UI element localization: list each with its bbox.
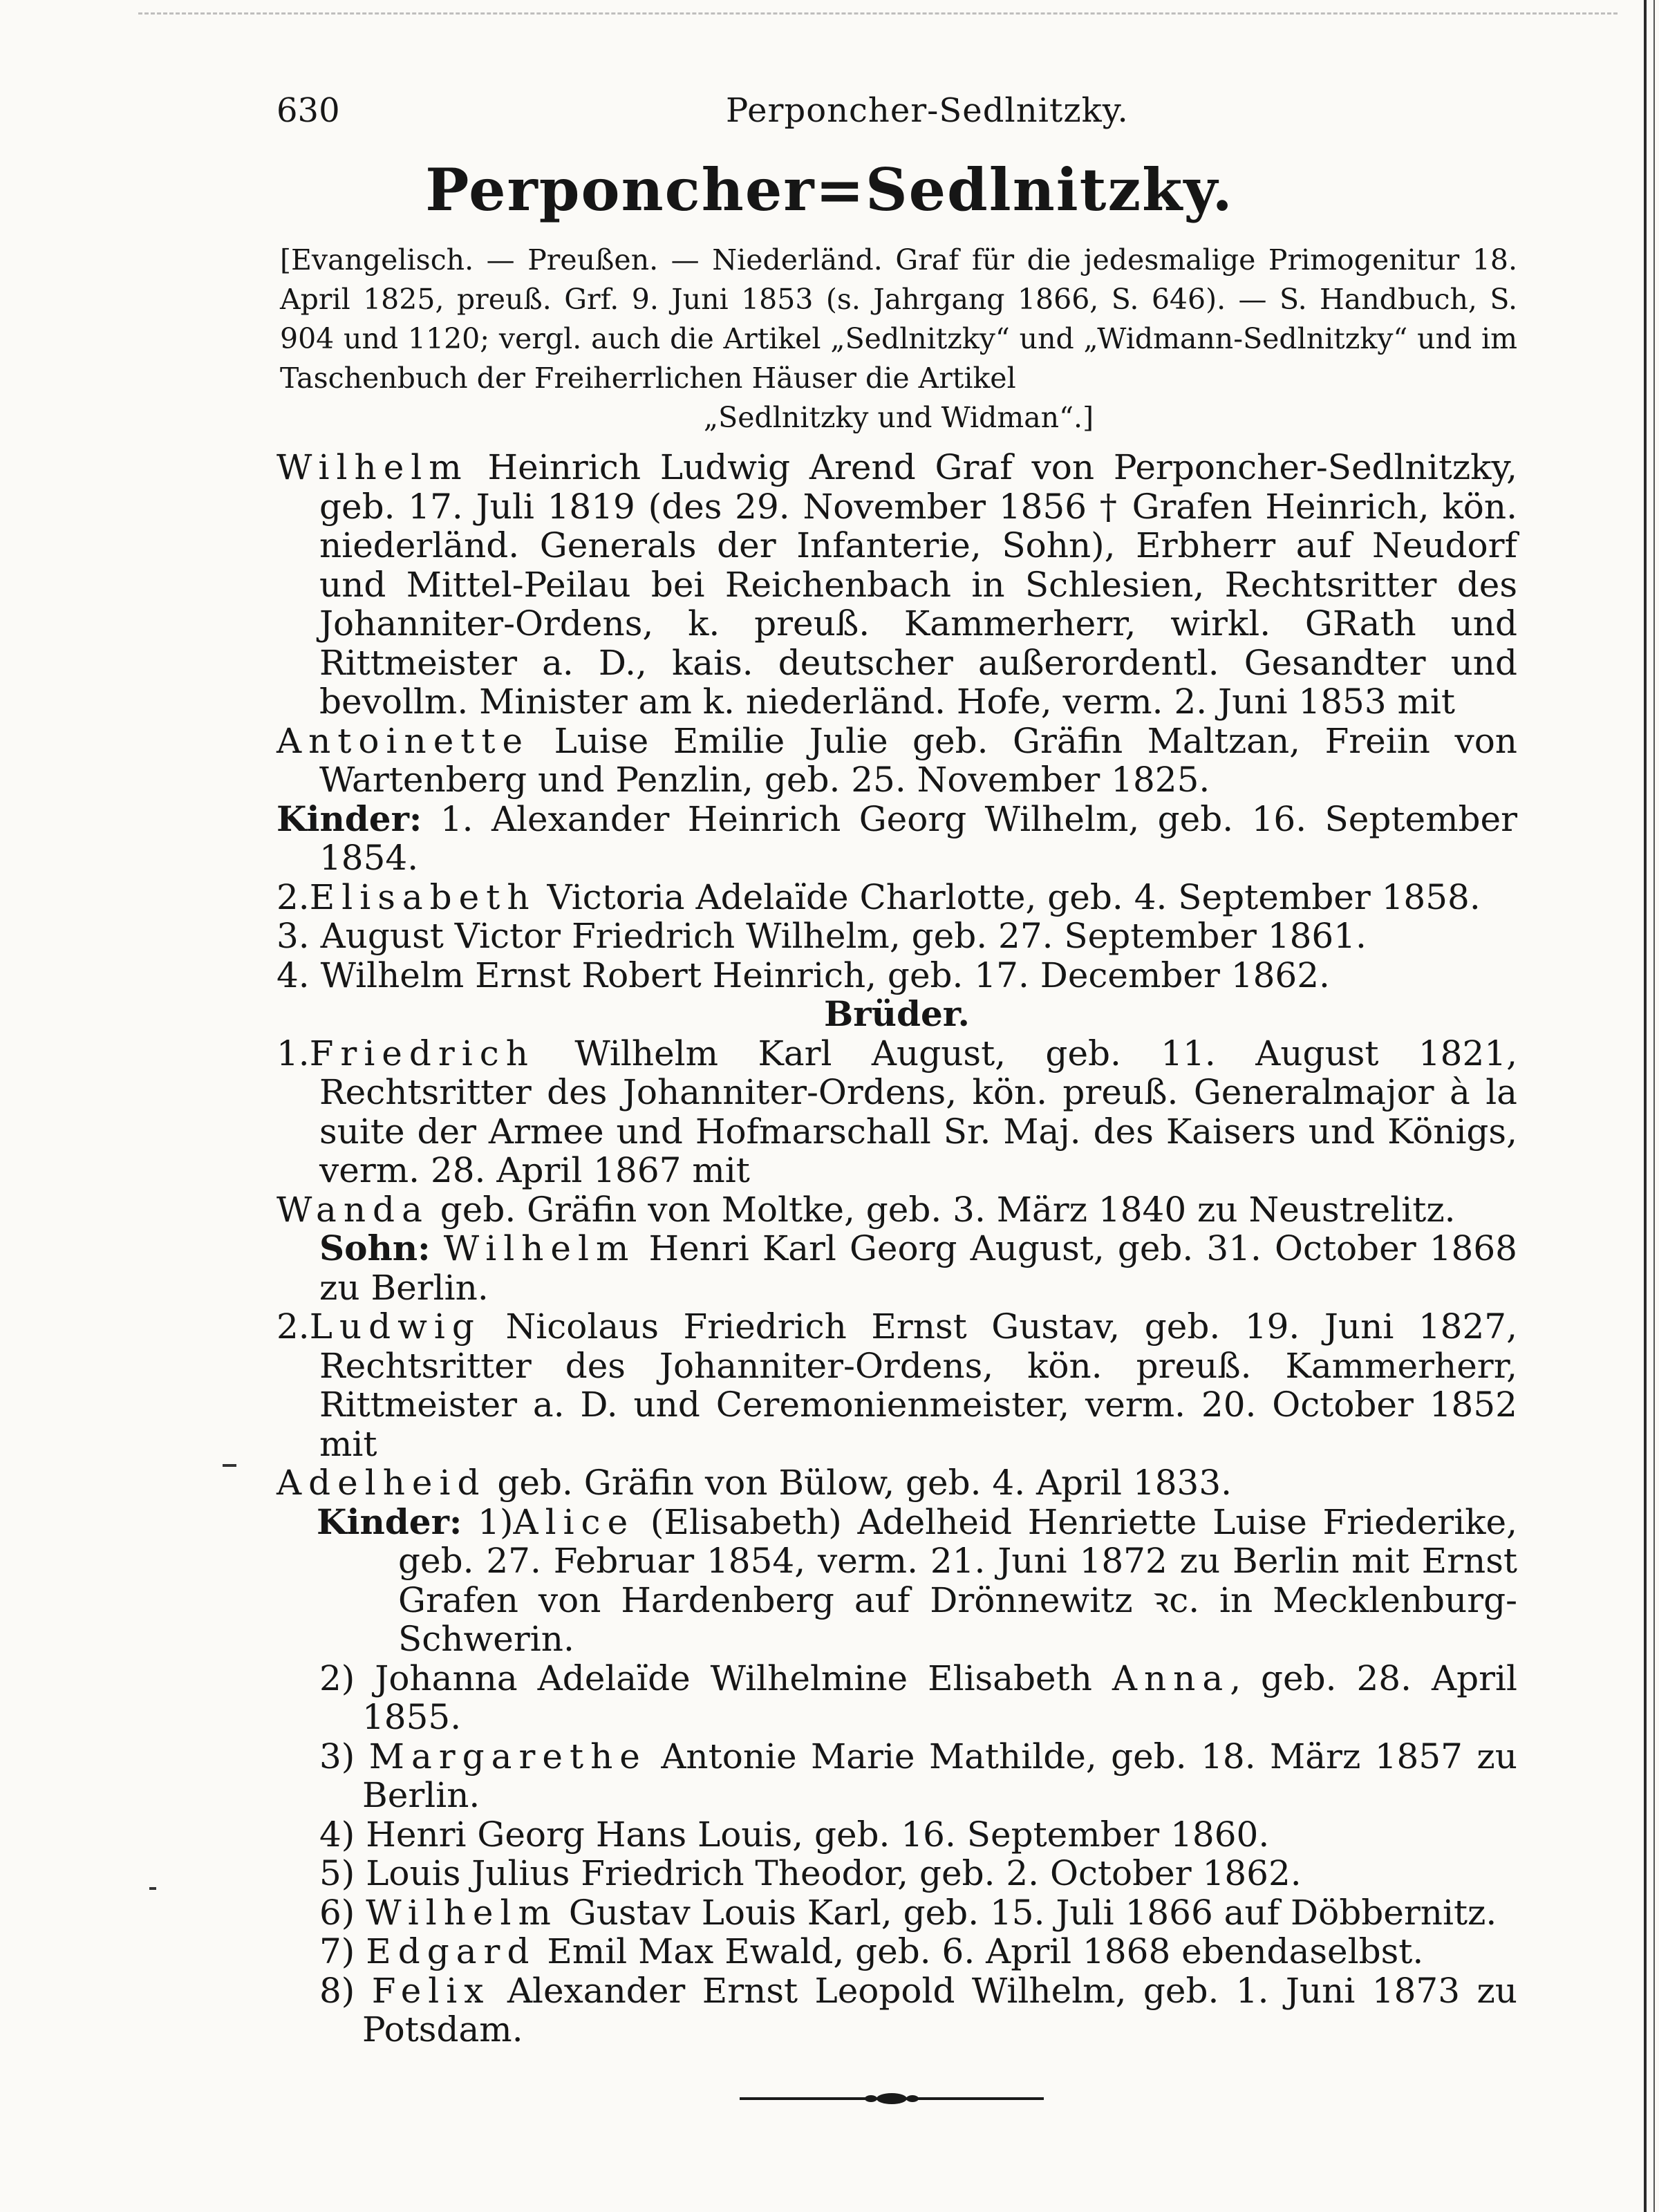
wife-name: Antoinette	[276, 720, 530, 761]
intro-text: [Evangelisch. — Preußen. — Niederländ. Graf für die jedesmalige Primogenitur 18. April 1825, preuß. Grf. 9. Juni 1853 (s. Jahrgang 1866, S. 646). — S. Handbuch, S. 904 und 1120; vergl. auch die Artikel „Sedlnitzky“ und „Widmann-Sedlnitzky“ und im Taschenbuch der Freiherrlichen Häuser die Artikel	[280, 243, 1517, 395]
scan-right-edge-outer	[1653, 0, 1655, 2212]
k1-details: (Elisabeth) Adelheid Henriette Luise Friederike, geb. 27. Februar 1854, verm. 21. Juni 1872 zu Berlin mit Ernst Grafen von Hardenberg auf Drönnewitz ꝛc. in Mecklenburg-Schwerin.	[398, 1501, 1517, 1659]
running-head: Perponcher-Sedlnitzky.	[726, 91, 1129, 130]
intro-paragraph	[280, 241, 1517, 438]
k3-details: Antonie Marie Mathilde, geb. 18. März 1857 zu Berlin.	[362, 1736, 1517, 1815]
scan-top-edge	[138, 12, 1618, 15]
k2-name: Anna	[1112, 1658, 1230, 1698]
child-entry-3: 3. August Victor Friedrich Wilhelm, geb. 27. September 1861.	[276, 916, 1367, 956]
k3-number: 3)	[319, 1736, 355, 1777]
brother-2-child-entry-5: 5) Louis Julius Friedrich Theodor, geb. 2. October 1862.	[319, 1853, 1302, 1893]
brother-2-wife-details: geb. Gräfin von Bülow, geb. 4. April 1833.	[497, 1463, 1232, 1503]
brother-1-wife-entry	[276, 1190, 1517, 1230]
son-label: Sohn:	[319, 1228, 431, 1268]
child-entry-2	[276, 878, 1517, 917]
brother-2-wife-name: Adelheid	[276, 1463, 487, 1503]
k2-names: Johanna Adelaïde Wilhelmine Elisabeth	[375, 1658, 1092, 1698]
child-entry-1	[276, 800, 1517, 878]
article-title: Perponcher=Sedlnitzky.	[425, 156, 1234, 224]
k8-details: Alexander Ernst Leopold Wilhelm, geb. 1. Juni 1873 zu Potsdam.	[362, 1970, 1517, 2050]
brother-2-child-entry-1	[317, 1503, 1517, 1659]
brother-1-wife-details: geb. Gräfin von Moltke, geb. 3. März 1840 zu Neustrelitz.	[440, 1189, 1456, 1230]
brothers-heading: Brüder.	[824, 993, 970, 1034]
brother-1-number: 1.	[276, 1033, 310, 1074]
brother-2-child-entry-3	[319, 1737, 1517, 1815]
k7-name: Edgard	[366, 1931, 536, 1971]
child-2-details: Victoria Adelaïde Charlotte, geb. 4. September 1858.	[547, 877, 1481, 917]
child-2-name: Elisabeth	[309, 877, 536, 917]
brother-1-wife-name: Wanda	[276, 1189, 429, 1230]
brother-2-number: 2.	[276, 1306, 310, 1347]
brother-2-child-entry-8	[319, 1971, 1517, 2050]
scan-right-edge	[1644, 0, 1647, 2212]
k6-name: Wilhelm	[366, 1892, 558, 1933]
brother-2-name: Ludwig	[309, 1306, 481, 1347]
k2-details: , geb. 28. April 1855.	[362, 1658, 1517, 1737]
head-of-house-entry	[276, 448, 1517, 722]
head-details: Heinrich Ludwig Arend Graf von Perponcher-Sedlnitzky, geb. 17. Juli 1819 (des 29. November 1856 † Grafen Heinrich, kön. niederländ. Generals der Infanterie, Sohn), Erbherr auf Neudorf und Mittel-Peilau bei Reichenbach in Schlesien, Rechtsritter des Johanniter-Ordens, k. preuß. Kammerherr, wirkl. GRath und Rittmeister a. D., kais. deutscher außerordentl. Gesandter und bevollm. Minister am k. niederländ. Hofe, verm. 2. Juni 1853 mit	[319, 447, 1517, 722]
children-label-2: Kinder:	[317, 1501, 462, 1542]
k1-number: 1)	[478, 1501, 514, 1542]
head-name: Wilhelm	[276, 447, 469, 487]
intro-last-line: „Sedlnitzky und Widman“.]	[703, 401, 1094, 434]
k3-name: Margarethe	[368, 1736, 647, 1777]
brother-1-name: Friedrich	[309, 1033, 535, 1074]
brother-entry-1	[276, 1034, 1517, 1190]
son-name: Wilhelm	[443, 1228, 636, 1268]
k6-details: Gustav Louis Karl, geb. 15. Juli 1866 auf Döbbernitz.	[568, 1892, 1497, 1933]
k2-number: 2)	[319, 1658, 355, 1698]
page-header	[276, 91, 1521, 133]
brother-2-child-entry-6	[319, 1893, 1517, 1933]
wife-details: Luise Emilie Julie geb. Gräfin Maltzan, Freiin von Wartenberg und Penzlin, geb. 25. November 1825.	[319, 720, 1517, 800]
children-label: Kinder:	[276, 798, 422, 839]
brother-2-wife-entry	[276, 1463, 1517, 1503]
k6-number: 6)	[319, 1892, 355, 1933]
son-details: Henri Karl Georg August, geb. 31. October 1868 zu Berlin.	[319, 1228, 1517, 1308]
brother-2-child-entry-7	[319, 1932, 1517, 1971]
scan-speck	[223, 1464, 236, 1467]
child-1-text: 1. Alexander Heinrich Georg Wilhelm, geb. 16. September 1854.	[319, 798, 1517, 878]
k8-number: 8)	[319, 1970, 355, 2011]
genealogy-entries	[276, 448, 1517, 2050]
page-number: 630	[276, 91, 340, 130]
scan-speck	[149, 1887, 156, 1890]
brother-2-details: Nicolaus Friedrich Ernst Gustav, geb. 19. Juni 1827, Rechtsritter des Johanniter-Ordens, kön. preuß. Kammerherr, Rittmeister a. D. und Ceremonienmeister, verm. 20. October 1852 mit	[319, 1306, 1517, 1464]
wife-entry	[276, 722, 1517, 800]
child-entry-4: 4. Wilhelm Ernst Robert Heinrich, geb. 17. December 1862.	[276, 955, 1330, 995]
child-2-number: 2.	[276, 877, 310, 917]
brother-2-child-entry-2	[319, 1659, 1517, 1737]
brother-2-child-entry-4: 4) Henri Georg Hans Louis, geb. 16. September 1860.	[319, 1814, 1270, 1855]
k7-details: Emil Max Ewald, geb. 6. April 1868 ebendaselbst.	[547, 1931, 1424, 1971]
k7-number: 7)	[319, 1931, 355, 1971]
brother-1-son-entry	[276, 1229, 1517, 1307]
brother-1-details: Wilhelm Karl August, geb. 11. August 1821, Rechtsritter des Johanniter-Ordens, kön. preuß. Generalmajor à la suite der Armee und Hofmarschall Sr. Maj. des Kaisers und Königs, verm. 28. April 1867 mit	[319, 1033, 1517, 1190]
end-ornament-divider	[740, 2092, 1044, 2106]
brother-entry-2	[276, 1307, 1517, 1463]
k8-name: Felix	[371, 1970, 491, 2011]
k1-name: Alice	[513, 1501, 635, 1542]
